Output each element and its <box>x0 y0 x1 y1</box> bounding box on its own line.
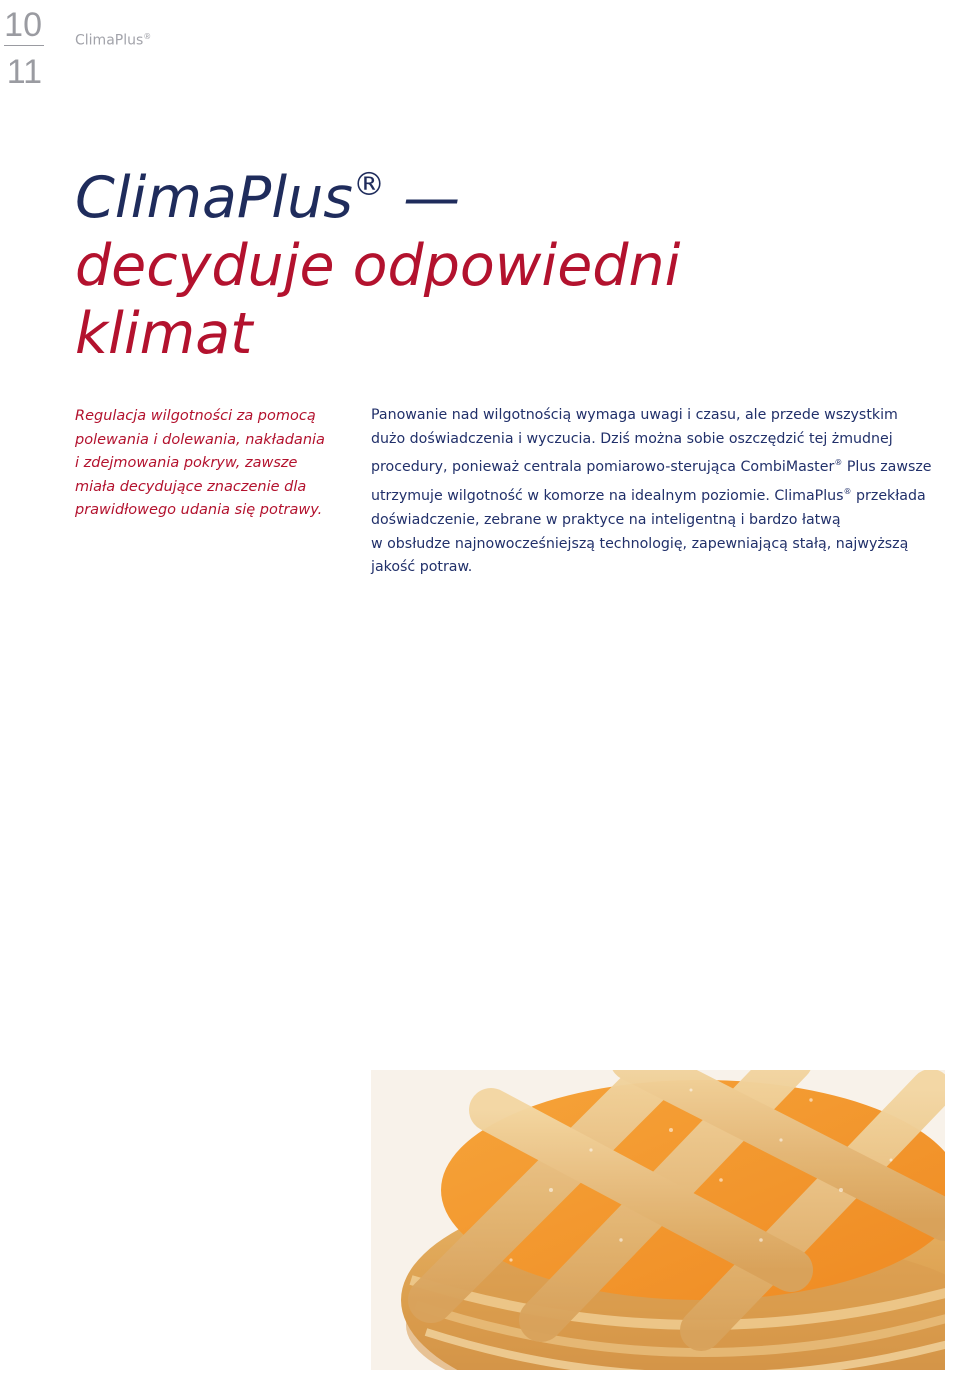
body-line-part: Plus zawsze <box>842 459 932 476</box>
lead-line: Regulacja wilgotności za pomocą <box>75 408 316 424</box>
body-paragraph <box>371 404 931 580</box>
body-line-part: procedury, ponieważ centrala pomiarowo-sterująca CombiMaster <box>371 459 835 476</box>
registered-mark: ® <box>834 458 843 468</box>
lattice-tart-illustration <box>371 1070 945 1370</box>
page-number-right: 11 <box>6 53 42 91</box>
title-line-brand <box>75 150 835 232</box>
lead-line: prawidłowego udania się potrawy. <box>75 502 323 518</box>
body-line: Panowanie nad wilgotnością wymaga uwagi i czasu, ale przede wszystkim <box>371 407 898 423</box>
lead-line: polewania i dolewania, nakładania <box>75 431 325 448</box>
pastry-photo <box>371 1070 945 1370</box>
lead-paragraph <box>75 405 345 523</box>
title-dash: — <box>384 165 461 231</box>
title-registered-mark: ® <box>352 165 385 203</box>
body-line: jakość potraw. <box>371 559 473 576</box>
title-line-3: klimat <box>75 301 253 367</box>
page-title <box>75 150 835 368</box>
page-number-left: 10 <box>4 6 42 44</box>
registered-mark: ® <box>143 32 152 41</box>
registered-mark: ® <box>843 487 852 497</box>
running-head-text: ClimaPlus <box>75 32 144 49</box>
body-line: w obsłudze najnowocześniejszą technologię, zapewniającą stałą, najwyższą <box>371 535 909 552</box>
body-line: doświadczenie, zebrane w praktyce na inteligentną i bardzo łatwą <box>371 511 841 528</box>
body-line-part: utrzymuje wilgotność w komorze na idealnym poziomie. ClimaPlus <box>371 488 844 505</box>
body-line <box>371 451 931 480</box>
lead-line: i zdejmowania pokryw, zawsze <box>75 455 298 471</box>
running-head <box>75 32 151 49</box>
lead-line: miała decydujące znaczenie dla <box>75 478 307 495</box>
body-line <box>371 480 931 509</box>
body-line: dużo doświadczenia i wyczucia. Dziś można sobie oszczędzić tej żmudnej <box>371 430 893 447</box>
title-brand-text: ClimaPlus <box>75 165 353 231</box>
body-line-part: przekłada <box>851 488 926 505</box>
page-number-divider <box>4 45 44 46</box>
title-line-2: decyduje odpowiedni <box>75 233 681 299</box>
